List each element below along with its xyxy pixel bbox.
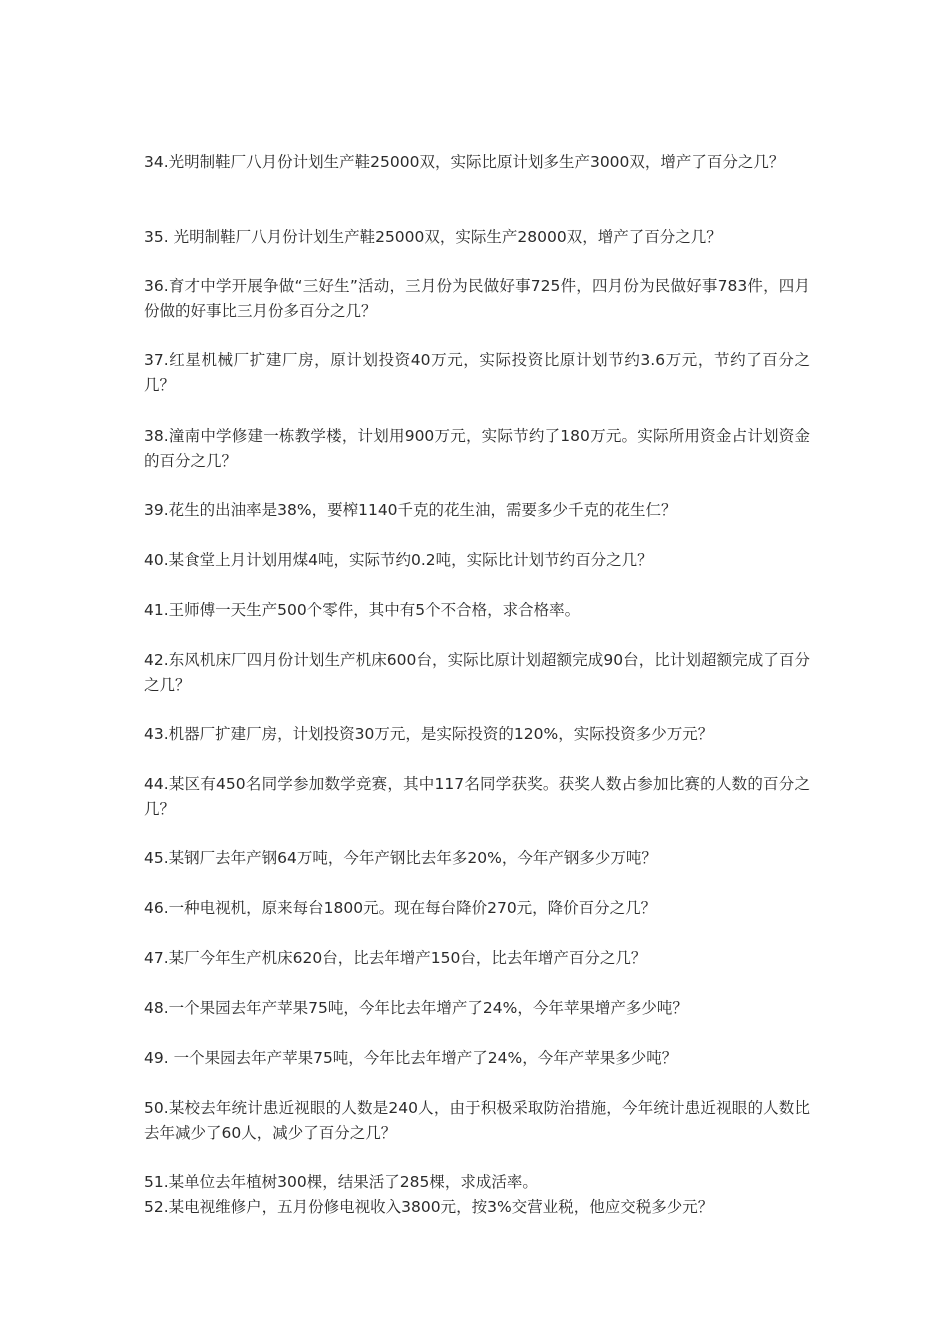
problem-48: 48.一个果园去年产苹果75吨，今年比去年增产了24%，今年苹果增产多少吨？ [144, 999, 688, 1017]
problem-34: 34.光明制鞋厂八月份计划生产鞋25000双，实际比原计划多生产3000双，增产了百分之几？ [144, 153, 785, 171]
problem-46: 46.一种电视机，原来每台1800元。现在每台降价270元，降价百分之几？ [144, 899, 657, 917]
problem-51: 51.某单位去年植树300棵，结果活了285棵，求成活率。 [144, 1173, 538, 1191]
problem-42: 42.东风机床厂四月份计划生产机床600台，实际比原计划超额完成90台，比计划超额完成了百分之几？ [144, 651, 810, 694]
problem-40: 40.某食堂上月计划用煤4吨，实际节约0.2吨，实际比计划节约百分之几？ [144, 551, 653, 569]
problem-41: 41.王师傅一天生产500个零件，其中有5个不合格，求合格率。 [144, 601, 581, 619]
problem-45: 45.某钢厂去年产钢64万吨，今年产钢比去年多20%，今年产钢多少万吨？ [144, 849, 657, 867]
problem-49: 49. 一个果园去年产苹果75吨，今年比去年增产了24%，今年产苹果多少吨？ [144, 1049, 678, 1067]
problem-38: 38.潼南中学修建一栋教学楼，计划用900万元，实际节约了180万元。实际所用资金占计划资金的百分之几？ [144, 427, 810, 470]
problem-35: 35. 光明制鞋厂八月份计划生产鞋25000双，实际生产28000双，增产了百分之几？ [144, 228, 722, 246]
problem-50: 50.某校去年统计患近视眼的人数是240人，由于积极采取防治措施，今年统计患近视眼的人数比去年减少了60人，减少了百分之几？ [144, 1099, 810, 1142]
problem-36: 36.育才中学开展争做“三好生”活动，三月份为民做好事725件，四月份为民做好事783件，四月份做的好事比三月份多百分之几？ [144, 277, 810, 320]
problem-43: 43.机器厂扩建厂房，计划投资30万元，是实际投资的120%，实际投资多少万元？ [144, 725, 714, 743]
problem-47: 47.某厂今年生产机床620台，比去年增产150台，比去年增产百分之几？ [144, 949, 647, 967]
problem-39: 39.花生的出油率是38%，要榨1140千克的花生油，需要多少千克的花生仁？ [144, 501, 677, 519]
problem-52: 52.某电视维修户，五月份修电视收入3800元，按3%交营业税，他应交税多少元？ [144, 1198, 714, 1216]
problem-37: 37.红星机械厂扩建厂房，原计划投资40万元，实际投资比原计划节约3.6万元，节约了百分之几？ [144, 351, 810, 394]
problem-44: 44.某区有450名同学参加数学竞赛，其中117名同学获奖。获奖人数占参加比赛的人数的百分之几？ [144, 775, 810, 818]
